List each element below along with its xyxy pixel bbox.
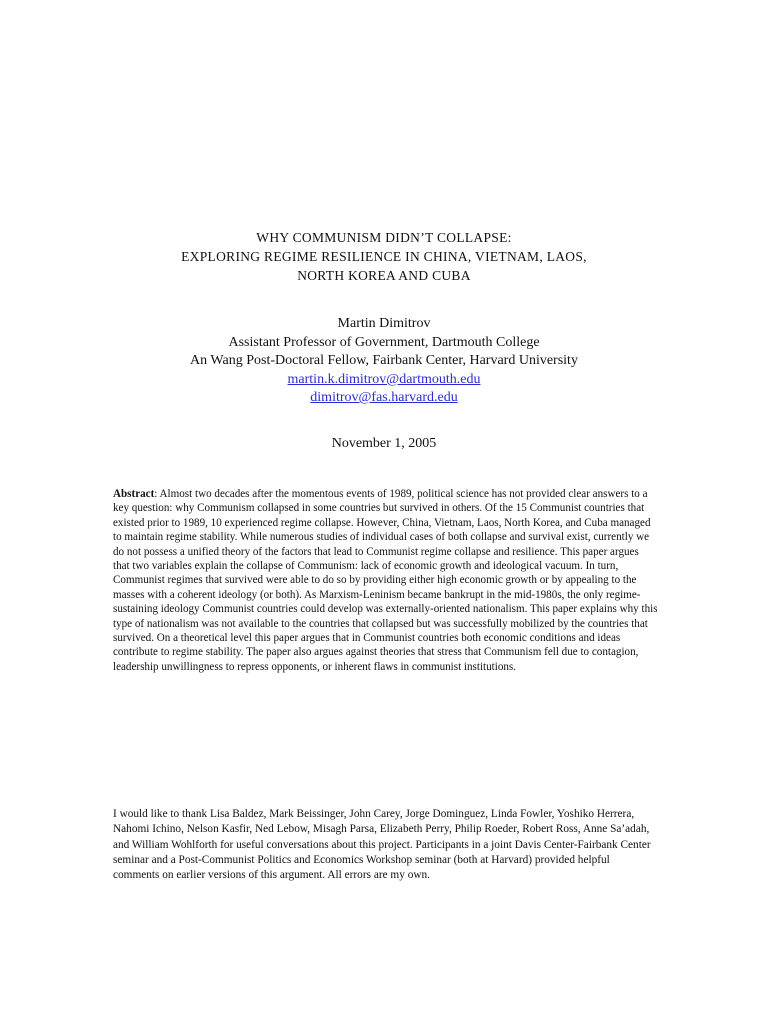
title-line-1: WHY COMMUNISM DIDN’T COLLAPSE: xyxy=(256,230,512,245)
author-affiliation-1: Assistant Professor of Government, Dartmouth College xyxy=(228,334,540,350)
email-link-harvard[interactable]: dimitrov@fas.harvard.edu xyxy=(310,390,458,405)
abstract-label: Abstract xyxy=(113,488,155,500)
paper-date: November 1, 2005 xyxy=(331,436,437,451)
author-name: Martin Dimitrov xyxy=(337,316,431,331)
acknowledgment-paragraph: I would like to thank Lisa Baldez, Mark Beissinger, John Carey, Jorge Dominguez, Linda Fowler, Yoshiko Herrera, Nahomi Ichino, Nelson Kasfir, Ned Lebow, Misagh Parsa, Elizabeth Perry, Philip Roeder, Robert Ross, Anne Sa’adah, and William Wohlforth for useful conversations about this project. Participants in a joint Davis Center-Fairbank Center seminar and a Post-Communist Politics and Economics Workshop seminar (both at Harvard) provided helpful comments on earlier versions of this argument. All errors are my own. xyxy=(113,808,651,882)
title-line-2: EXPLORING REGIME RESILIENCE IN CHINA, VIETNAM, LAOS, xyxy=(181,249,587,264)
author-email-row-2 xyxy=(0,389,768,408)
abstract-paragraph xyxy=(113,487,658,674)
paper-title xyxy=(0,228,768,285)
title-line-3: NORTH KOREA AND CUBA xyxy=(297,268,471,283)
author-email-row-1 xyxy=(0,371,768,390)
author-info xyxy=(0,315,768,408)
email-link-dartmouth[interactable]: martin.k.dimitrov@dartmouth.edu xyxy=(287,371,481,387)
author-affiliation-2: An Wang Post-Doctoral Fellow, Fairbank Center, Harvard University xyxy=(190,353,578,368)
abstract-text: : Almost two decades after the momentous events of 1989, political science has not provided clear answers to a key question: why Communism collapsed in some countries but survived in others. Of the 15 Communist countries that existed prior to 1989, 10 experienced regime collapse. However, China, Vietnam, Laos, North Korea, and Cuba managed to maintain regime stability. While numerous studies of individual cases of both collapse and survival exist, currently we do not possess a unified theory of the factors that lead to Communist regime collapse and resilience. This paper argues that two variables explain the collapse of Communism: lack of economic growth and ideological vacuum. In turn, Communist regimes that survived were able to do so by providing either high economic growth or by appealing to the masses with a coherent ideology (or both). As Marxism-Leninism became bankrupt in the mid-1980s, the only regime-sustaining ideology Communist countries could develop was externally-oriented nationalism. This paper explains why this type of nationalism was not available to the countries that collapsed but was successfully mobilized by the countries that survived. On a theoretical level this paper argues that in Communist countries both economic conditions and ideas contribute to regime stability. The paper also argues against theories that stress that Communism fell due to contagion, leadership unwillingness to repress opponents, or inherent flaws in communist institutions. xyxy=(113,488,658,673)
